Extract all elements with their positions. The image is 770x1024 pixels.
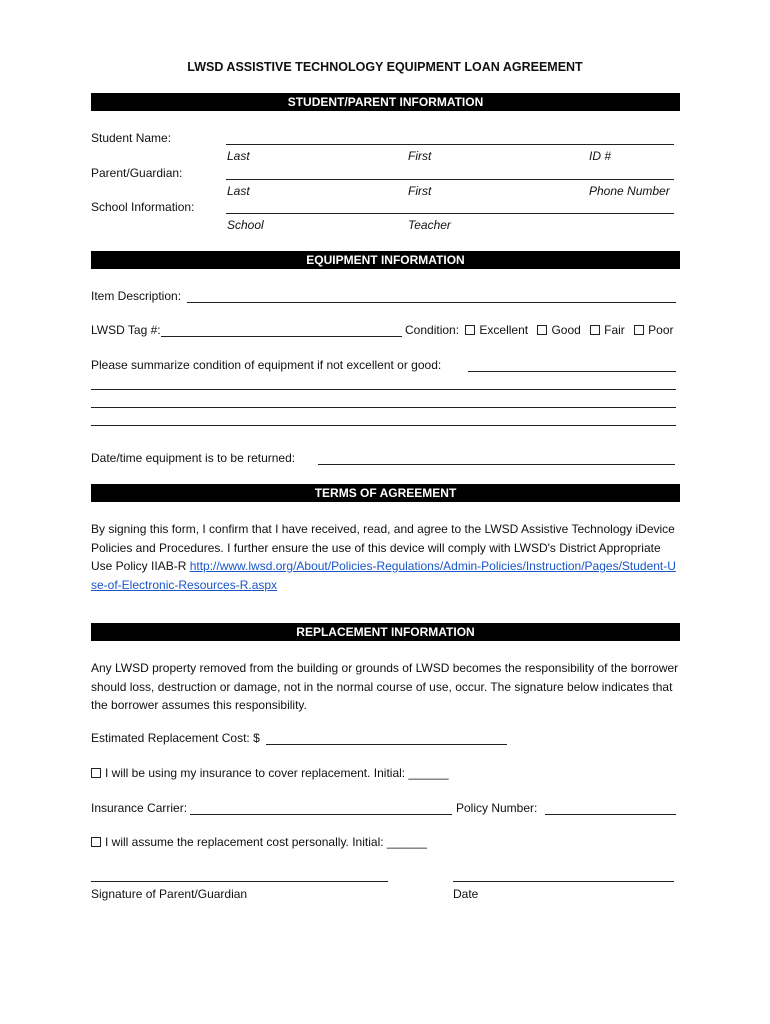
personal-option <box>91 835 427 849</box>
condition-summary-line-3[interactable] <box>91 407 676 408</box>
condition-group <box>405 323 674 337</box>
student-last-caption: Last <box>227 149 250 163</box>
replacement-cost-line[interactable] <box>266 744 507 745</box>
school-caption: School <box>227 218 264 232</box>
date-line[interactable] <box>453 881 674 882</box>
condition-good-checkbox[interactable] <box>537 325 547 335</box>
policy-number-label: Policy Number: <box>456 801 538 815</box>
insurance-option-checkbox[interactable] <box>91 768 101 778</box>
insurance-option <box>91 766 449 780</box>
terms-text: By signing this form, I confirm that I have received, read, and agree to the LWSD Assistive Technology iDevice Policies and Procedures. I further ensure the use of this device will comply with LWSD's District Appropriate Use Policy IIAB-R <box>91 522 675 573</box>
student-name-line[interactable] <box>226 144 674 145</box>
insurance-carrier-label: Insurance Carrier: <box>91 801 188 815</box>
item-description-line[interactable] <box>187 302 676 303</box>
student-name-label: Student Name: <box>91 131 172 145</box>
signature-line[interactable] <box>91 881 388 882</box>
personal-option-label: I will assume the replacement cost personally. Initial: ______ <box>105 835 427 849</box>
school-information-line[interactable] <box>226 213 674 214</box>
parent-guardian-line[interactable] <box>226 179 674 180</box>
condition-excellent-checkbox[interactable] <box>465 325 475 335</box>
signature-label: Signature of Parent/Guardian <box>91 887 248 901</box>
return-date-line[interactable] <box>318 464 675 465</box>
item-description-label: Item Description: <box>91 289 182 303</box>
parent-last-caption: Last <box>227 184 250 198</box>
student-first-caption: First <box>408 149 432 163</box>
parent-first-caption: First <box>408 184 432 198</box>
terms-paragraph <box>91 520 681 594</box>
policy-link[interactable]: http://www.lwsd.org/About/Policies-Regulations/Admin-Policies/Instruction/Pages/Student-Use-of-Electronic-Resources-R.aspx <box>91 559 676 592</box>
condition-poor-checkbox[interactable] <box>634 325 644 335</box>
condition-summary-label: Please summarize condition of equipment if not excellent or good: <box>91 358 442 372</box>
section-header-replacement: REPLACEMENT INFORMATION <box>91 623 680 641</box>
condition-label: Condition: <box>405 323 460 337</box>
insurance-option-label: I will be using my insurance to cover replacement. Initial: ______ <box>105 766 449 780</box>
school-information-label: School Information: <box>91 200 195 214</box>
student-id-caption: ID # <box>589 149 612 163</box>
condition-summary-line-1[interactable] <box>468 371 676 372</box>
lwsd-tag-label: LWSD Tag #: <box>91 323 161 337</box>
condition-good-label: Good <box>551 323 581 337</box>
section-header-terms: TERMS OF AGREEMENT <box>91 484 680 502</box>
condition-summary-line-4[interactable] <box>91 425 676 426</box>
condition-summary-line-2[interactable] <box>91 389 676 390</box>
section-header-equipment: EQUIPMENT INFORMATION <box>91 251 680 269</box>
teacher-caption: Teacher <box>408 218 451 232</box>
replacement-cost-label: Estimated Replacement Cost: $ <box>91 731 260 745</box>
page-title: LWSD ASSISTIVE TECHNOLOGY EQUIPMENT LOAN AGREEMENT <box>187 60 583 74</box>
replacement-paragraph: Any LWSD property removed from the building or grounds of LWSD becomes the responsibility of the borrower should loss, destruction or damage, not in the normal course of use, occur. The signature below indicates that the borrower assumes this responsibility. <box>91 661 679 712</box>
lwsd-tag-line[interactable] <box>161 336 402 337</box>
condition-fair-checkbox[interactable] <box>590 325 600 335</box>
return-date-label: Date/time equipment is to be returned: <box>91 451 296 465</box>
condition-fair-label: Fair <box>604 323 625 337</box>
parent-phone-caption: Phone Number <box>589 184 670 198</box>
date-label: Date <box>453 887 479 901</box>
section-header-student-parent: STUDENT/PARENT INFORMATION <box>91 93 680 111</box>
parent-guardian-label: Parent/Guardian: <box>91 166 183 180</box>
policy-number-line[interactable] <box>545 814 676 815</box>
condition-poor-label: Poor <box>648 323 674 337</box>
insurance-carrier-line[interactable] <box>190 814 452 815</box>
condition-excellent-label: Excellent <box>479 323 529 337</box>
personal-option-checkbox[interactable] <box>91 837 101 847</box>
